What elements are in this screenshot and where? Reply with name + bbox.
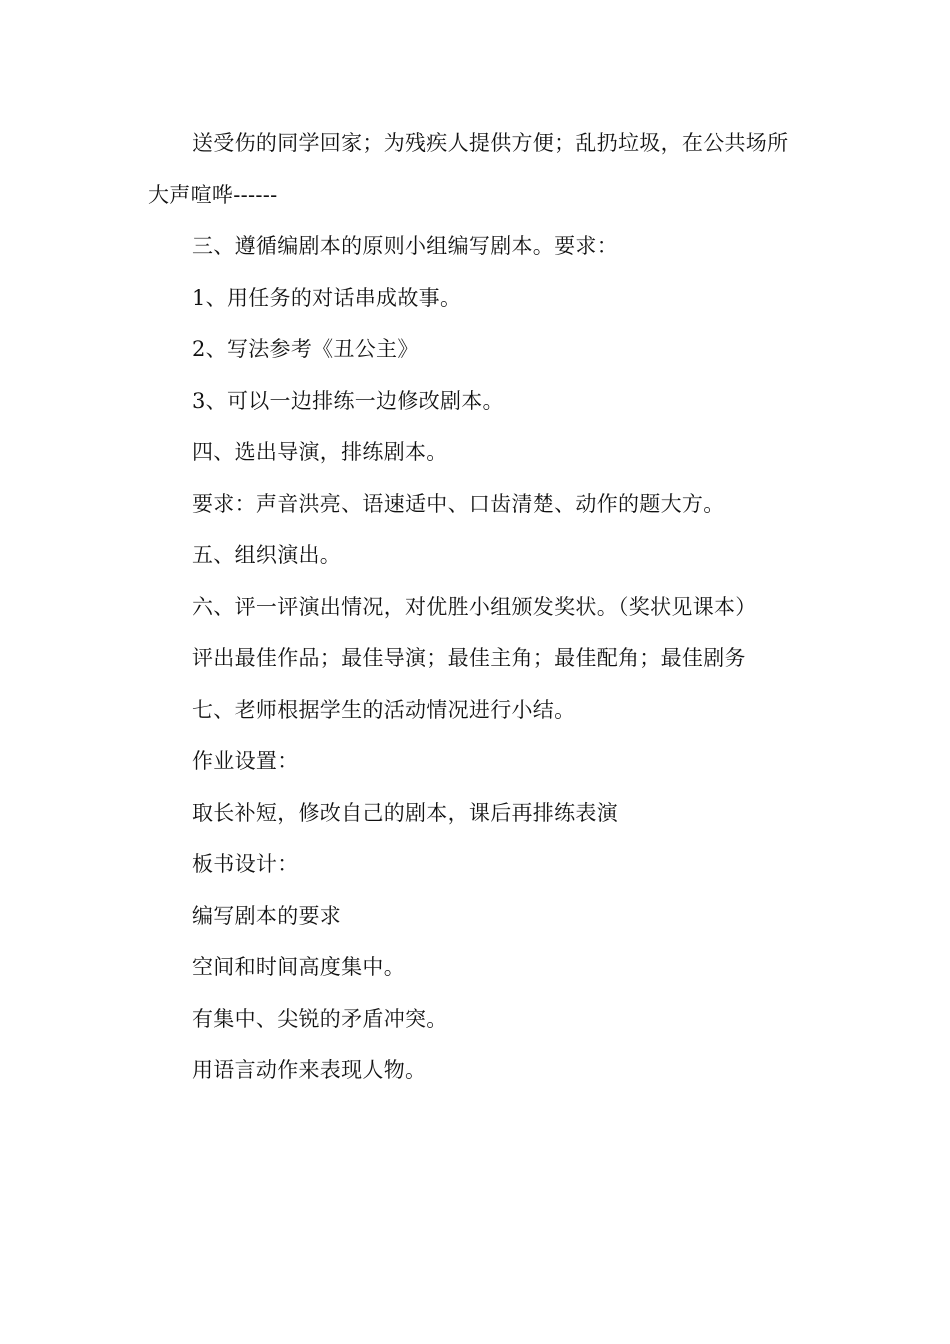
document-body xyxy=(148,118,808,1097)
paragraph-homework: 取长补短，修改自己的剧本，课后再排练表演 xyxy=(192,800,618,825)
paragraph-board-design-heading: 板书设计： xyxy=(192,852,299,876)
paragraph-step-four: 四、选出导演，排练剧本。 xyxy=(192,440,448,464)
paragraph-rehearsal-requirements: 要求：声音洪亮、语速适中、口齿清楚、动作的题大方。 xyxy=(192,491,725,516)
paragraph-board-point-2: 有集中、尖锐的矛盾冲突。 xyxy=(192,1006,448,1031)
paragraph-requirement-2: 2、写法参考《丑公主》 xyxy=(192,337,419,361)
paragraph-step-six: 六、评一评演出情况，对优胜小组颁发奖状。（奖状见课本） xyxy=(192,594,757,619)
paragraph-step-seven: 七、老师根据学生的活动情况进行小结。 xyxy=(192,697,576,722)
paragraph-step-three: 三、遵循编剧本的原则小组编写剧本。要求： xyxy=(192,234,618,258)
paragraph-board-point-3: 用语言动作来表现人物。 xyxy=(192,1058,427,1082)
paragraph-step-five: 五、组织演出。 xyxy=(192,543,342,567)
paragraph-requirement-1: 1、用任务的对话串成故事。 xyxy=(192,285,462,310)
paragraph-awards: 评出最佳作品；最佳导演；最佳主角；最佳配角；最佳剧务 xyxy=(192,646,746,670)
paragraph-requirement-3: 3、可以一边排练一边修改剧本。 xyxy=(192,388,504,413)
paragraph-board-title: 编写剧本的要求 xyxy=(192,903,342,928)
paragraph-examples: 送受伤的同学回家；为残疾人提供方便；乱扔垃圾，在公共场所大声喧哗------ xyxy=(148,131,789,207)
paragraph-homework-heading: 作业设置： xyxy=(192,749,299,773)
paragraph-board-point-1: 空间和时间高度集中。 xyxy=(192,955,405,979)
